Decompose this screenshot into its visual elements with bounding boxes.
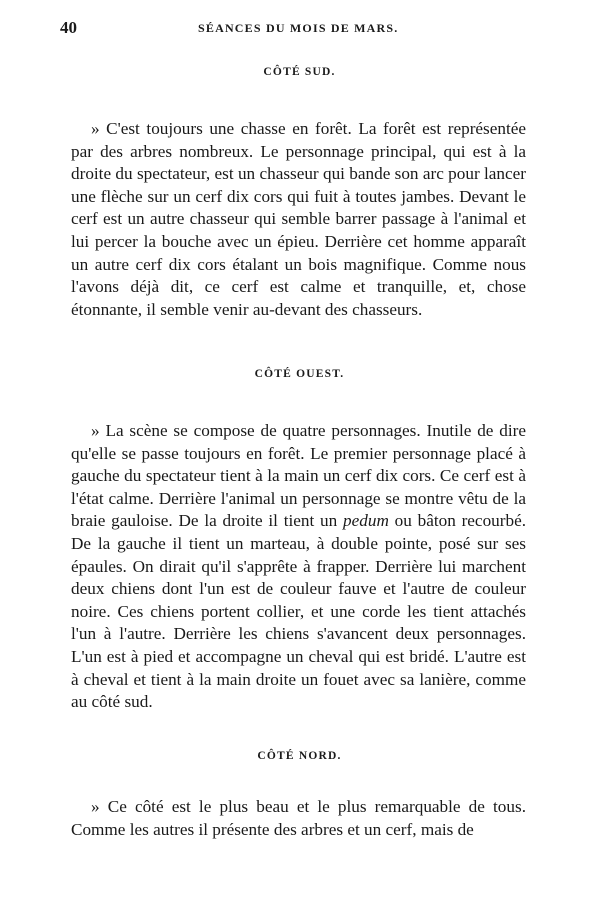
paragraph-west-italic: pedum: [343, 511, 389, 531]
paragraph-west: [71, 420, 526, 714]
paragraph-south: » C'est toujours une chasse en forêt. La forêt est représentée par des arbres nombreux. Le personnage principal, qui est à la droite du spectateur, est un chasseur qui bande son arc pour lancer une flèche sur un cerf dix cors qui fuit à toutes jambes. Devant le cerf est un autre chasseur qui semble barrer passage à l'animal et lui percer la bouche avec un épieu. Derrière cet homme apparaît un autre cerf dix cors étalant un bois magnifique. Comme nous l'avons déjà dit, ce cerf est calme et tranquille, et, chose étonnante, il semble venir au-devant des chasseurs.: [71, 119, 526, 319]
running-title: SÉANCES DU MOIS DE MARS.: [198, 21, 399, 35]
paragraph-north: » Ce côté est le plus beau et le plus remarquable de tous. Comme les autres il présente des arbres et un cerf, mais de: [71, 797, 526, 839]
page-number: 40: [60, 18, 77, 37]
section-heading-west: CÔTÉ OUEST.: [254, 368, 345, 380]
section-heading-north: CÔTÉ NORD.: [257, 750, 342, 762]
running-head: [60, 18, 539, 42]
paragraph-west-text-2: ou bâton recourbé. De la gauche il tient un marteau, à double pointe, posé sur ses épaules. On dirait qu'il s'apprête à frapper. Derrière lui marchent deux chiens dont l'un est de couleur fauve et l'autre de couleur noire. Ces chiens portent collier, et une corde les tient attachés l'un à l'autre. Derrière les chiens s'avancent deux personnages. L'un est à pied et accompagne un cheval qui est bridé. L'autre est à cheval et tient à la main droite un fouet avec sa lanière, comme au côté sud.: [71, 511, 526, 712]
section-heading-south: CÔTÉ SUD.: [263, 66, 336, 78]
paragraph-west-text-1: » La scène se compose de quatre personnages. Inutile de dire qu'elle se passe toujours en forêt. Le premier personnage placé à gauche du spectateur tient à la main un cerf dix cors. Ce cerf est à l'état calme. Derrière l'animal un personnage se montre vêtu de la braie gauloise. De la droite il tient un: [71, 421, 526, 531]
